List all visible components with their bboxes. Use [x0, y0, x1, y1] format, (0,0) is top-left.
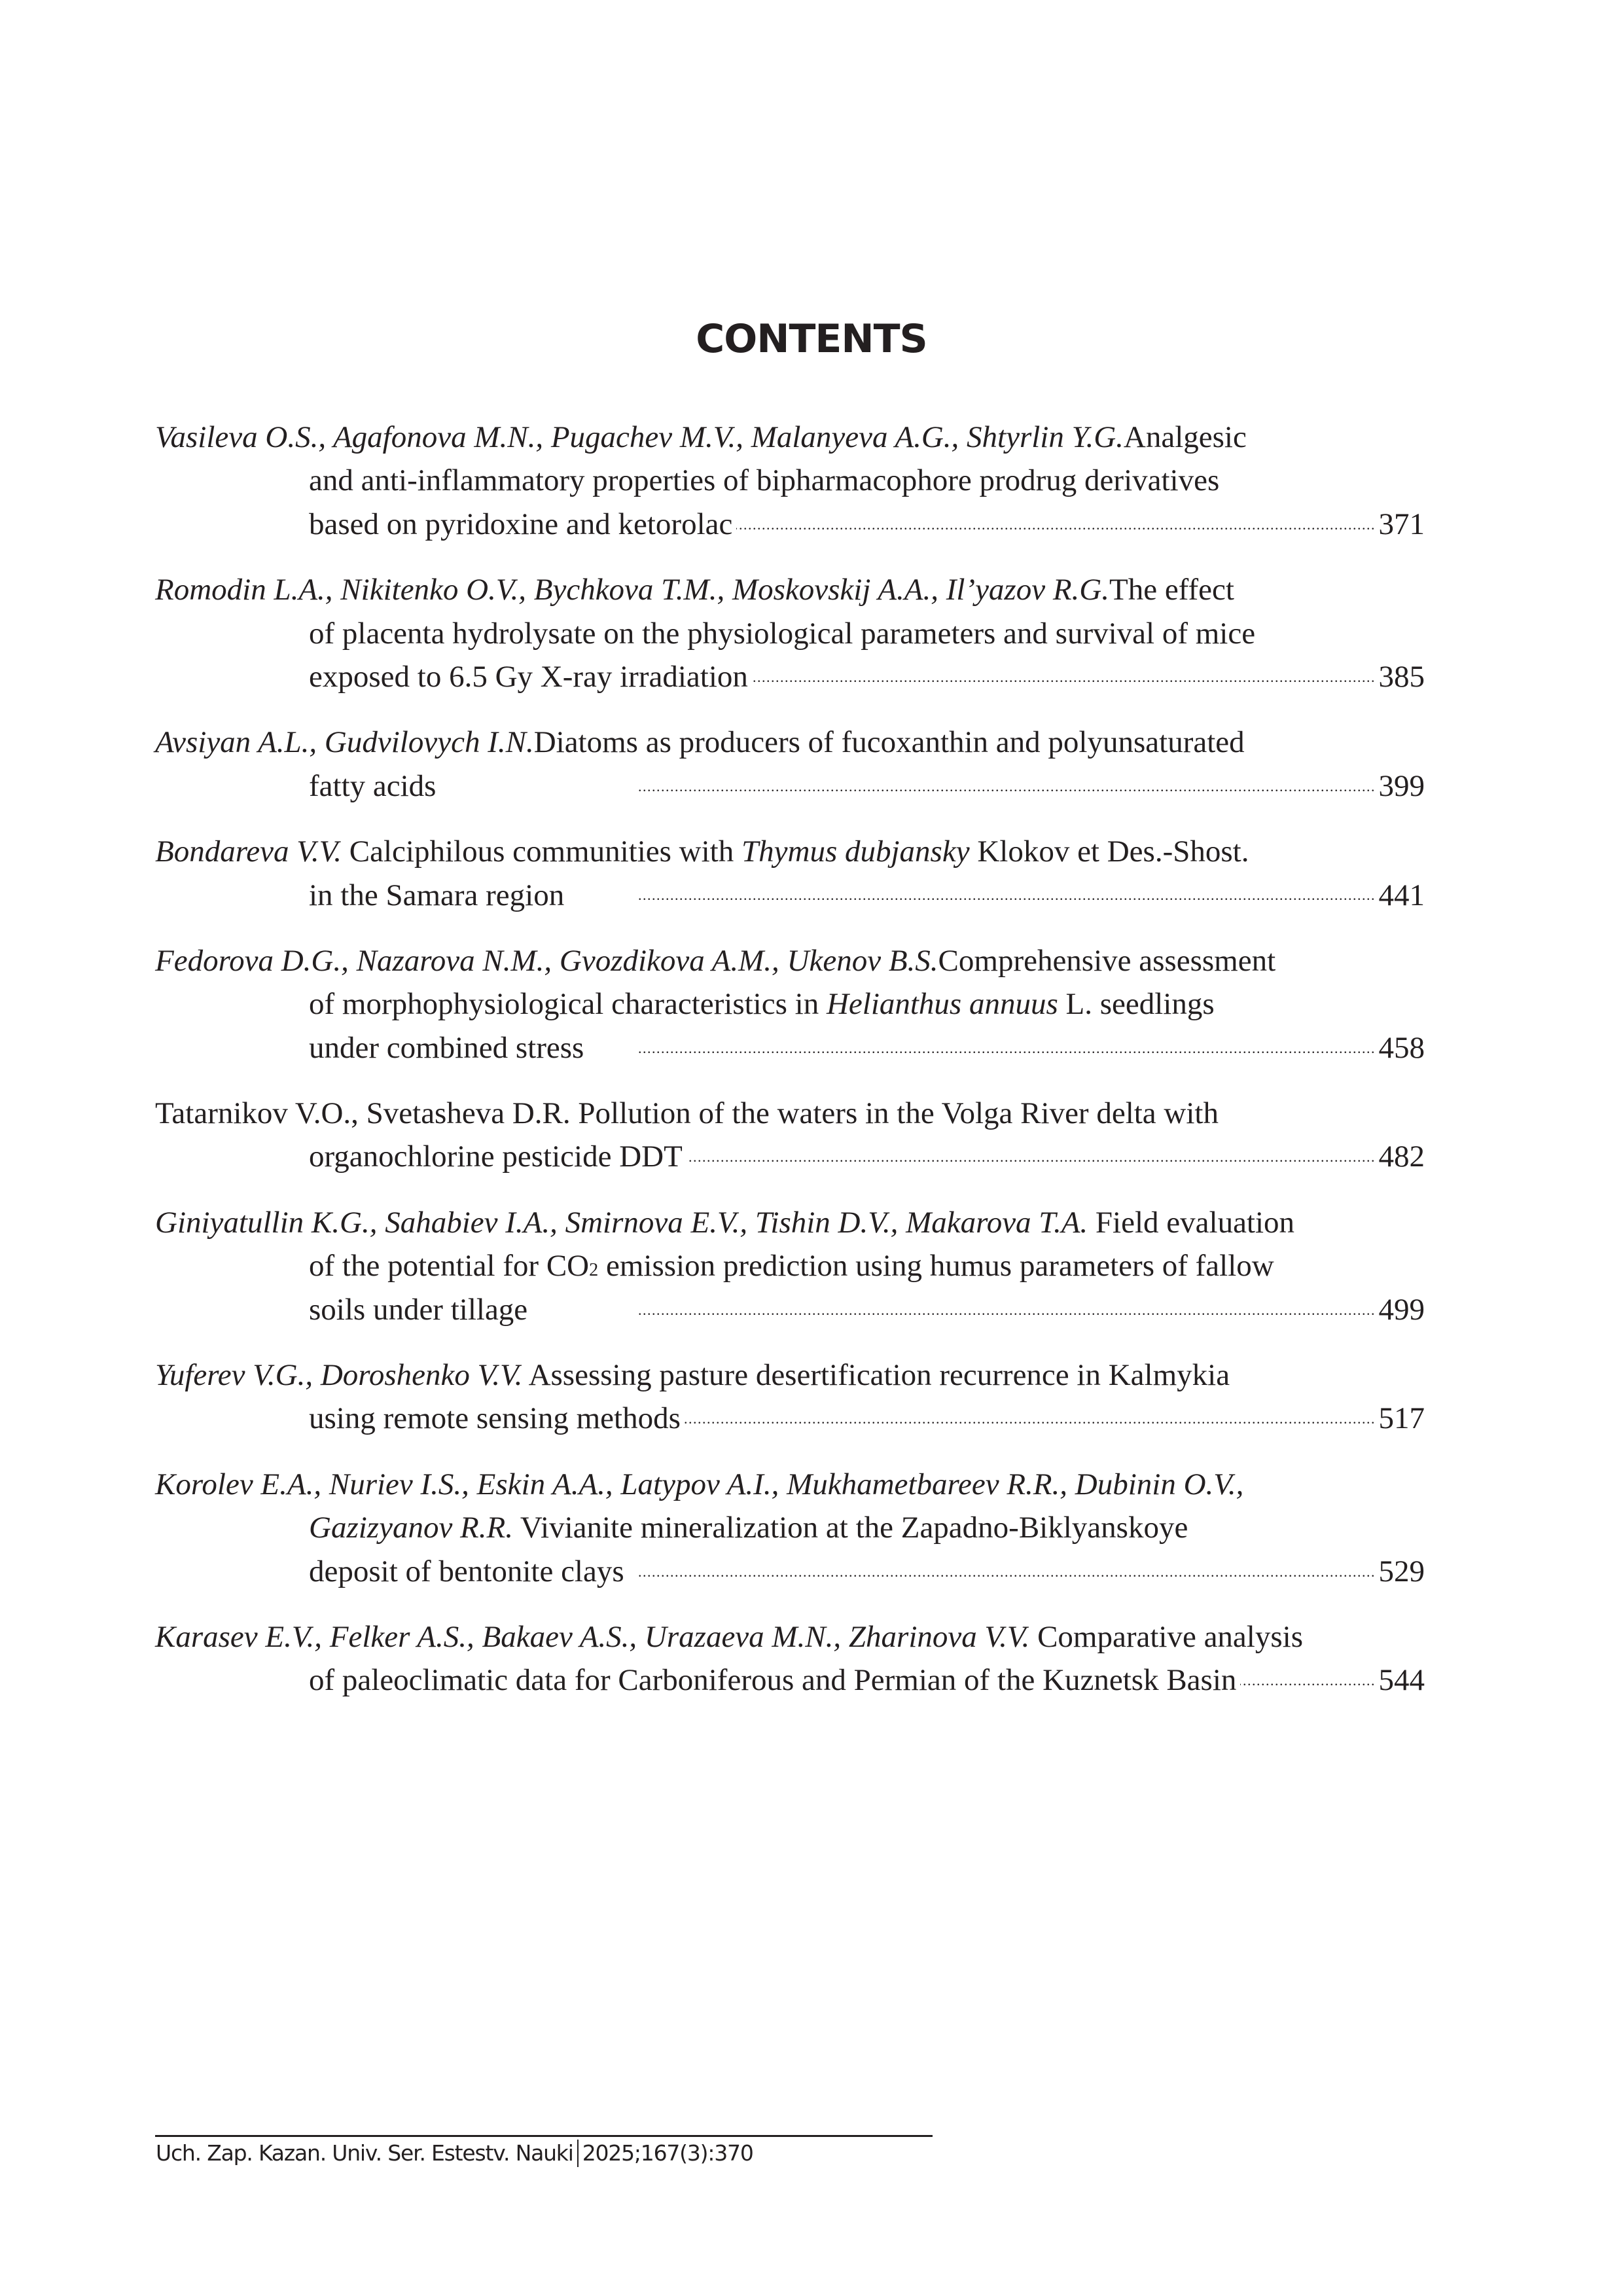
dot-leader: [736, 504, 1373, 535]
entry-title: fatty acids: [309, 768, 437, 803]
entry-title: L. seedlings: [1058, 987, 1215, 1022]
toc-entry[interactable]: [155, 1092, 1425, 1179]
page-number[interactable]: 499: [1378, 1292, 1425, 1327]
entry-title: Calciphilous communities with: [342, 834, 741, 869]
separator: [577, 2140, 579, 2167]
entry-title: organochlorine pesticide DDT: [309, 1139, 683, 1174]
entry-title: under combined stress: [309, 1030, 584, 1065]
species-name: Helianthus annuus: [826, 987, 1058, 1022]
dot-leader: [531, 1289, 1373, 1320]
entry-title: based on pyridoxine and ketorolac: [309, 507, 733, 541]
entry-title: of the potential for CO: [309, 1249, 590, 1283]
entry-authors: Giniyatullin K.G., Sahabiev I.A., Smirnova E.V., Tishin D.V., Makarova T.A.: [155, 1205, 1088, 1240]
toc-entry[interactable]: [155, 1354, 1425, 1441]
dot-leader: [568, 874, 1373, 905]
entry-authors: Korolev E.A., Nuriev I.S., Eskin A.A., Latypov A.I., Mukhametbareev R.R., Dubinin O.V.,: [155, 1467, 1244, 1501]
toc-entry[interactable]: Giniyatullin K.G., Sahabiev I.A., Smirnova E.V., Tishin D.V., Makarova T.A. Field evaluation of the potential for CO 2 emission prediction using humus parameters of fallow soils under tillage . . . 499: [155, 1201, 1425, 1331]
entry-title: Diatoms as producers of fucoxanthin and polyunsaturated: [533, 725, 1245, 760]
toc-entry[interactable]: [155, 939, 1425, 1069]
entry-title: Assessing pasture desertification recurrence in Kalmykia: [522, 1358, 1230, 1393]
entry-title: emission prediction using humus parameters of fallow: [598, 1249, 1274, 1283]
footer: [156, 2138, 753, 2169]
page-number[interactable]: 371: [1378, 507, 1425, 541]
species-name: Thymus dubjansky: [741, 834, 970, 869]
dot-leader: [588, 1028, 1373, 1058]
footer-rule: [155, 2135, 933, 2137]
entry-authors: Bondareva V.V.: [155, 834, 342, 869]
page-number[interactable]: 544: [1378, 1663, 1425, 1698]
entry-title: Analgesic: [1123, 420, 1247, 454]
entry-authors: Karasev E.V., Felker A.S., Bakaev A.S., Urazaeva M.N., Zharinova V.V.: [155, 1619, 1030, 1654]
toc-entry[interactable]: [155, 721, 1425, 808]
entry-authors: Avsiyan A.L., Gudvilovych I.N.: [155, 725, 534, 760]
citation: 2025;167(3):370: [582, 2140, 753, 2166]
page-number[interactable]: 399: [1378, 768, 1425, 803]
entry-title: Vivianite mineralization at the Zapadno-Biklyanskoye: [512, 1511, 1188, 1545]
entry-title: Klokov et Des.-Shost.: [969, 834, 1249, 869]
entry-authors: Gazizyanov R.R.: [309, 1511, 513, 1545]
entry-authors: Fedorova D.G., Nazarova N.M., Gvozdikova A.M., Ukenov B.S.: [155, 943, 938, 978]
journal-name: Uch. Zap. Kazan. Univ. Ser. Estestv. Nauki: [156, 2140, 573, 2166]
toc-entry[interactable]: [155, 568, 1425, 698]
page-number[interactable]: 529: [1378, 1554, 1425, 1588]
toc-entry[interactable]: [155, 830, 1425, 917]
page-number[interactable]: 482: [1378, 1139, 1425, 1174]
toc-entry[interactable]: [155, 416, 1425, 546]
entry-authors: Vasileva O.S., Agafonova M.N., Pugachev M.V., Malanyeva A.G., Shtyrlin Y.G.: [155, 420, 1124, 454]
entry-title: and anti-inflammatory properties of bipharmacophore prodrug derivatives: [309, 463, 1220, 498]
entry-title: of placenta hydrolysate on the physiological parameters and survival of mice: [309, 616, 1256, 651]
entry-title: Field evaluation: [1088, 1205, 1295, 1240]
dot-leader: [687, 1136, 1374, 1167]
entry-title: deposit of bentonite clays: [309, 1554, 624, 1588]
entry-title: The effect: [1109, 573, 1234, 607]
dot-leader: [1240, 1660, 1373, 1691]
toc-entry[interactable]: [155, 1463, 1425, 1593]
toc-entry[interactable]: [155, 1615, 1425, 1702]
page-number[interactable]: 458: [1378, 1030, 1425, 1065]
entry-title: using remote sensing methods: [309, 1401, 681, 1436]
entry-title: in the Samara region: [309, 878, 565, 912]
dot-leader: [440, 766, 1373, 797]
entry-title: Pollution of the waters in the Volga River delta with: [570, 1096, 1219, 1131]
entry-authors: Tatarnikov V.O., Svetasheva D.R.: [155, 1096, 571, 1131]
entry-authors: Yuferev V.G., Doroshenko V.V.: [155, 1358, 523, 1393]
entry-title: exposed to 6.5 Gy X-ray irradiation: [309, 659, 748, 694]
page-title: CONTENTS: [696, 316, 927, 362]
entry-title: of morphophysiological characteristics in: [309, 987, 827, 1022]
page-number[interactable]: 441: [1378, 878, 1425, 912]
dot-leader: [628, 1551, 1374, 1582]
dot-leader: [685, 1398, 1374, 1429]
page-number[interactable]: 385: [1378, 659, 1425, 694]
entry-title: Comprehensive assessment: [938, 943, 1276, 978]
page-number[interactable]: 517: [1378, 1401, 1425, 1436]
entry-authors: Romodin L.A., Nikitenko O.V., Bychkova T.M., Moskovskij A.A., Il’yazov R.G.: [155, 573, 1109, 607]
entry-title: Comparative analysis: [1029, 1619, 1303, 1654]
table-of-contents: [155, 416, 1425, 1725]
entry-title: soils under tillage: [309, 1292, 528, 1327]
dot-leader: [752, 656, 1374, 687]
entry-title: of paleoclimatic data for Carboniferous and Permian of the Kuznetsk Basin: [309, 1663, 1237, 1698]
